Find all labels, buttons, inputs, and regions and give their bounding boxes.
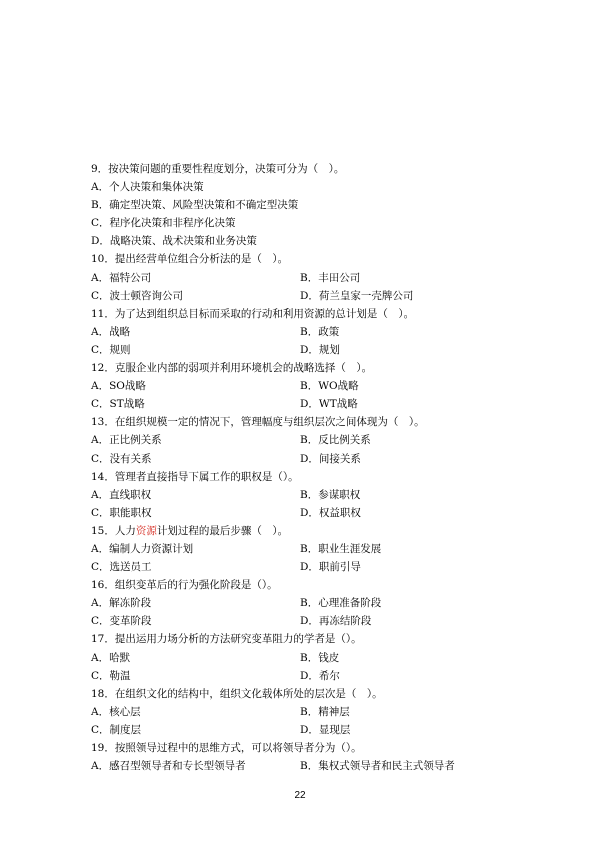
question-15-option-d: D．职前引导 [300,561,361,574]
question-10-option-a: A．福特公司 [91,271,152,284]
question-9-stem: 9．按决策问题的重要性程度划分，决策可分为（ ）。 [91,163,345,175]
question-15-option-b: B．职业生涯发展 [300,542,382,555]
question-15-option-a: A．编制人力资源计划 [91,542,194,555]
page-number: 22 [294,790,306,801]
question-17-option-c: C．勒温 [91,669,131,682]
question-12-options-row-2 [91,395,511,413]
question-9-option-c: C．程序化决策和非程序化决策 [91,217,236,230]
question-14-options-row-1 [91,486,511,504]
question-11-option-c: C．规则 [91,343,131,356]
question-list [91,160,511,775]
question-13-option-d: D．间接关系 [300,452,361,465]
question-12-stem: 12．克服企业内部的弱项并利用环境机会的战略选择（ ）。 [91,362,373,375]
question-14-stem: 14．管理者直接指导下属工作的职权是（）。 [91,470,299,483]
question-15-stem [91,522,511,540]
question-10-options-row-1 [91,269,511,287]
question-16-stem: 16．组织变革后的行为强化阶段是（）。 [91,579,278,592]
question-18-options-row-2 [91,721,511,739]
question-16-option-b: B．心理准备阶段 [300,597,382,610]
question-15-highlight: 资源 [135,524,157,537]
question-12-option-b: B．WO战略 [300,380,359,393]
question-11-option-d: D．规划 [300,343,340,356]
question-11-option-b: B．政策 [300,325,340,338]
question-11-options-row-2 [91,341,511,359]
question-10-option-d: D．荷兰皇家一壳牌公司 [300,289,414,302]
question-10-option-b: B．丰田公司 [300,271,361,284]
question-18-options-row-1 [91,703,511,721]
question-19-stem: 19．按照领导过程中的思维方式，可以将领导者分为（）。 [91,742,362,754]
question-14-option-a: A．直线职权 [91,488,152,501]
question-12-options-row-1 [91,377,511,395]
question-16-option-c: C．变革阶段 [91,615,152,628]
question-11-option-a: A．战略 [91,325,131,338]
question-19-option-b: B．集权式领导者和民主式领导者 [300,760,455,773]
question-16-options-row-1 [91,594,511,612]
question-13-options-row-2 [91,450,511,468]
question-18-option-b: B．精神层 [300,705,350,718]
question-17-stem: 17．提出运用力场分析的方法研究变革阻力的学者是（）。 [91,633,362,646]
question-11-stem: 11．为了达到组织总目标而采取的行动和利用资源的总计划是（ ）。 [91,307,415,320]
question-14-option-c: C．职能职权 [91,506,152,519]
question-13-options-row-1 [91,431,511,449]
question-16-options-row-2 [91,612,511,630]
question-14-options-row-2 [91,504,511,522]
question-13-option-a: A．正比例关系 [91,434,162,447]
question-10-options-row-2 [91,287,511,305]
question-9-option-a: A．个人决策和集体决策 [91,181,204,194]
question-18-option-a: A．核心层 [91,705,141,718]
question-17-option-b: B．钱皮 [300,651,340,664]
question-18-option-c: C．制度层 [91,723,142,736]
question-10-option-c: C．波士顿咨询公司 [91,289,184,302]
question-15-option-c: C．选送员工 [91,561,152,574]
question-17-options-row-1 [91,649,511,667]
question-11-options-row-1 [91,323,511,341]
question-12-option-a: A．SO战略 [91,380,146,393]
question-9-option-d: D．战略决策、战术决策和业务决策 [91,235,257,248]
question-18-stem: 18．在组织文化的结构中，组织文化载体所处的层次是（ ）。 [91,687,383,700]
question-10-stem: 10．提出经营单位组合分析法的是（ ）。 [91,253,289,266]
question-17-options-row-2 [91,667,511,685]
question-19-options-row-1 [91,757,511,775]
question-15-options-row-1 [91,540,511,558]
question-12-option-d: D．WT战略 [300,398,358,411]
question-12-option-c: C．ST战略 [91,398,145,411]
question-9-option-b: B．确定型决策、风险型决策和不确定型决策 [91,199,299,212]
question-13-stem: 13．在组织规模一定的情况下，管理幅度与组织层次之间体现为（ ）。 [91,416,425,429]
question-13-option-c: C．没有关系 [91,452,152,465]
question-17-option-d: D．希尔 [300,669,340,682]
question-13-option-b: B．反比例关系 [300,434,371,447]
question-15-stem-start: 15．人力 [91,524,136,537]
question-16-option-d: D．再冻结阶段 [300,615,372,628]
question-14-option-b: B．参谋职权 [300,488,361,501]
question-16-option-a: A．解冻阶段 [91,597,152,610]
question-18-option-d: D．显现层 [300,723,351,736]
question-15-options-row-2 [91,558,511,576]
question-17-option-a: A．哈默 [91,651,131,664]
question-14-option-d: D．权益职权 [300,506,361,519]
question-15-stem-end: 计划过程的最后步骤（ ）。 [156,524,289,537]
question-19-option-a: A．感召型领导者和专长型领导者 [91,760,246,773]
